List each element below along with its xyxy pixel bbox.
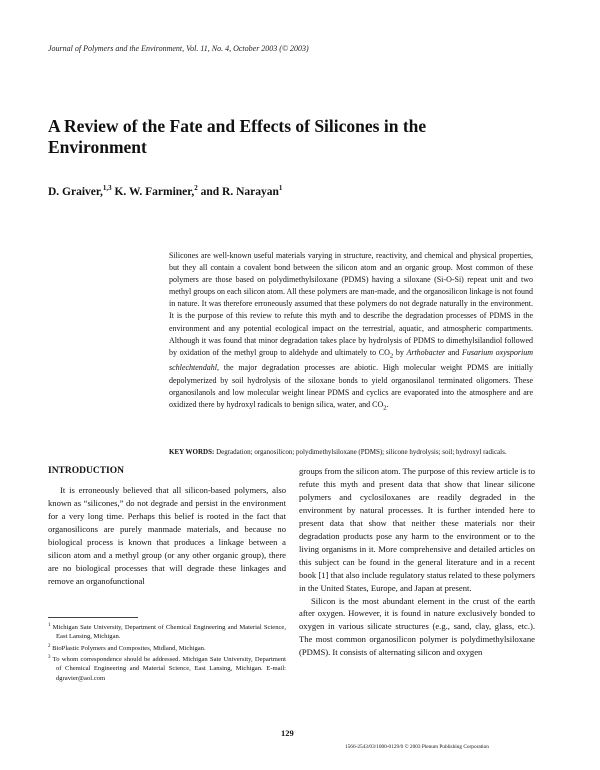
- author-3: and R. Narayan: [197, 185, 279, 198]
- title-line-1: A Review of the Fate and Effects of Silicones in the: [48, 116, 427, 136]
- abstract-text-4: , the major degradation processes are abiotic. High molecular weight PDMS are initially depolymerized by soil hydrolysis of the siloxane bonds to yield organosilanol terminated oligomers. These organosilanols and low molecular weight linear PDMS and cyclics are evaporated into the atmosphere and are oxidized there by hydroxyl radicals to benign silica, water, and CO: [169, 363, 533, 409]
- column-right: [299, 465, 535, 659]
- footnote-1-mark: 1: [48, 623, 51, 628]
- abstract-end: .: [386, 399, 389, 409]
- keywords-text: Degradation; organosilicon; polydimethylsiloxane (PDMS); silicone hydrolysis; soil; hydroxyl radicals.: [214, 448, 507, 456]
- section-heading-introduction: INTRODUCTION: [48, 466, 125, 476]
- intro-paragraph-2: Silicon is the most abundant element in the crust of the earth after oxygen. However, it is found in nature exclusively bonded to oxygen in various silicate structures (e.g., sand, clay, glass, etc.). The most common organosilicon polymer is polydimethylsiloxane (PDMS). It consists of alternating silicon and oxygen: [299, 595, 535, 658]
- footnote-2: [48, 642, 286, 653]
- genus-arthobacter: Arthobacter: [406, 347, 446, 357]
- author-1: D. Graiver,: [48, 185, 103, 198]
- co2-subscript-end: 2: [383, 404, 387, 412]
- intro-paragraph-1: It is erroneously believed that all silicon-based polymers, also known as “silicones,” do not degrade and persist in the environment for a very long time. Perhaps this belief is rooted in the fact that organosilicons are purely manmade materials, and because no biological process is known that produces a linkage between a silicon atom and a methyl group (or any other organic group), there are no biological processes that will degrade these linkages and remove an organofunctional: [48, 484, 286, 586]
- title-line-2: Environment: [48, 137, 147, 157]
- co2-subscript: 2: [389, 352, 394, 360]
- publisher-line: 1566-2543/03/1000-0129/0 © 2003 Plenum Publishing Corporation: [345, 744, 489, 750]
- author-2: K. W. Farminer,: [111, 185, 195, 198]
- author-list: [48, 184, 282, 198]
- keywords: [169, 448, 533, 458]
- footnote-3-mark: 3: [48, 654, 51, 660]
- intro-paragraph-1-cont: groups from the silicon atom. The purpose of this review article is to refute this myth and present data that show that linear silicone polymers and cyclosiloxanes are readily degraded in the environment by natural processes. It is further intended here to present data that show that neither these materials nor their degradation products pose any harm to the environment or to the living organisms in it. More comprehensive and detailed articles on this subject can be found in the general literature and in a recent book [1] that also include regulatory status related to these polymers in the United States, Europe, and Japan at present.: [299, 466, 535, 593]
- keywords-label: KEY WORDS:: [169, 448, 215, 456]
- abstract-text-3: and: [445, 347, 462, 357]
- footnote-2-text: BioPlastic Polymers and Composites, Midland, Michigan.: [50, 644, 206, 652]
- page-number: 129: [281, 728, 294, 738]
- footnote-divider: [48, 617, 138, 618]
- abstract-text-1: Silicones are well-known useful materials varying in structure, reactivity, and chemical and physical properties, but they all contain a covalent bond between the silicon atom and an organic group. Most common of these polymers are those based on polydimethylsiloxane (PDMS) having a siloxane (Si-O-Si) repeat unit and two methyl groups on each silicon atom. All these polymers are man-made, and the organosilicon linkage is not found in nature. It was therefore erroneously assumed that these polymers do not degrade naturally in the environment. It is the purpose of this review to refute this myth and to describe the degradation processes of PDMS in the environment and any potential ecological impact on the terrestrial, aquatic, and atmospheric compartments. Although it was found that minor degradation takes place by hydrolysis of PDMS to dimethylsilandiol followed by oxidation of the methyl group to aldehyde and ultimately to CO: [169, 251, 533, 357]
- abstract: [169, 250, 533, 414]
- footnote-2-mark: 2: [48, 643, 51, 649]
- footnote-1: [48, 621, 286, 642]
- article-title: [48, 116, 468, 158]
- author-1-affiliation: 1,3: [102, 184, 112, 192]
- footnote-3-text: To whom correspondence should be addressed. Michigan Sate University, Department of Chemical Engineering and Material Science, East Lansing, Michigan. E-mail: dgravier@aol.com: [50, 656, 286, 682]
- author-2-affiliation: 2: [194, 184, 198, 192]
- footnote-3: [48, 653, 286, 683]
- abstract-text-2: by: [393, 347, 407, 357]
- footnote-1-text: Michigan Sate University, Department of Chemical Engineering and Material Science, East Lansing, Michigan.: [50, 624, 286, 641]
- footnotes: [48, 621, 286, 683]
- column-left: [48, 465, 286, 588]
- genus-fusarium: Fusarium oxysporium schlechtendahl: [169, 347, 534, 373]
- journal-citation: Journal of Polymers and the Environment, Vol. 11, No. 4, October 2003 (© 2003): [48, 44, 309, 53]
- author-3-affiliation: 1: [278, 184, 283, 192]
